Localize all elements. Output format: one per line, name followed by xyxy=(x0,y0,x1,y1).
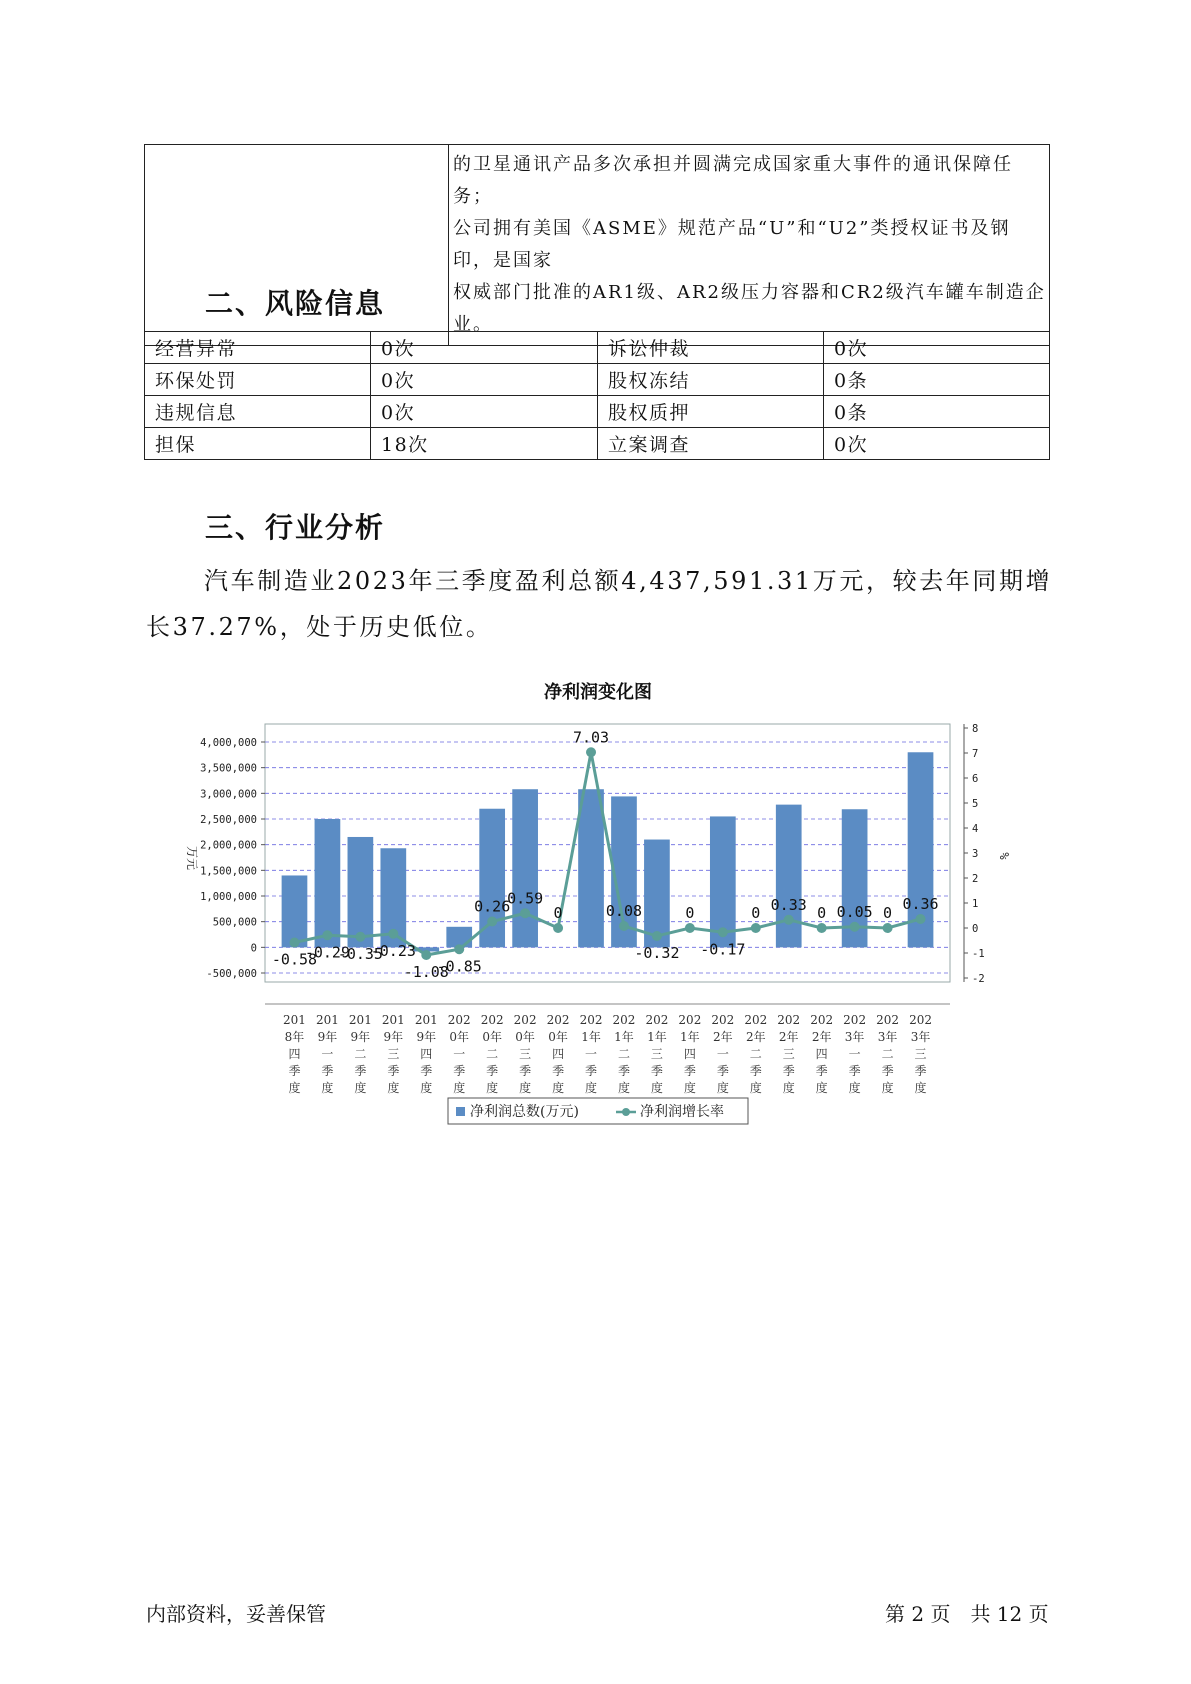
risk-value: 0条 xyxy=(824,396,1050,428)
y2-tick-label: -2 xyxy=(972,973,985,985)
risk-value: 0条 xyxy=(824,364,1050,396)
risk-label: 担保 xyxy=(145,428,371,460)
x-tick-label: 度 xyxy=(519,1081,532,1095)
risk-label: 诉讼仲裁 xyxy=(598,332,824,364)
x-tick-label: 度 xyxy=(815,1081,828,1095)
y-tick-label: 1,500,000 xyxy=(200,865,257,878)
x-tick-label: 201 xyxy=(381,1013,405,1027)
growth-point xyxy=(322,930,332,940)
x-tick-label: 季 xyxy=(881,1064,894,1078)
risk-value: 0次 xyxy=(824,428,1050,460)
x-tick-label: 3年 xyxy=(877,1030,898,1044)
intro-line-3: 权威部门批准的AR1级、AR2级压力容器和CR2级汽车罐车制造企业。 xyxy=(453,282,1046,335)
x-tick-label: 季 xyxy=(321,1064,334,1078)
growth-data-label: 7.03 xyxy=(572,728,610,747)
y-tick-label: 3,000,000 xyxy=(200,788,257,801)
risk-label: 股权质押 xyxy=(598,396,824,428)
risk-value: 18次 xyxy=(371,428,598,460)
x-tick-label: 季 xyxy=(716,1064,729,1078)
x-tick-label: 度 xyxy=(650,1081,663,1095)
x-tick-label: 季 xyxy=(683,1064,696,1078)
growth-point xyxy=(883,923,893,933)
x-tick-label: 202 xyxy=(513,1013,537,1027)
x-tick-label: 201 xyxy=(414,1013,438,1027)
x-tick-label: 季 xyxy=(782,1064,795,1078)
growth-point xyxy=(817,923,827,933)
footer-page-number: 第 2 页 共 12 页 xyxy=(885,1602,1049,1626)
growth-data-label: -0.85 xyxy=(436,957,482,976)
x-tick-label: 度 xyxy=(486,1081,499,1095)
growth-data-label: -0.32 xyxy=(634,944,680,962)
bar xyxy=(282,875,308,947)
x-tick-label: 度 xyxy=(782,1081,795,1095)
growth-point xyxy=(553,923,563,933)
x-tick-label: 四 xyxy=(552,1047,565,1061)
x-tick-label: 202 xyxy=(480,1013,504,1027)
x-tick-label: 202 xyxy=(546,1013,570,1027)
y2-tick-label: 2 xyxy=(972,873,979,885)
growth-point xyxy=(355,932,365,942)
x-tick-label: 202 xyxy=(645,1013,669,1027)
x-tick-label: 度 xyxy=(881,1081,894,1095)
x-tick-label: 9年 xyxy=(383,1030,404,1044)
growth-point xyxy=(388,929,398,939)
legend-bar-label: 净利润总数(万元) xyxy=(470,1104,579,1120)
y2-tick-label: 4 xyxy=(972,823,979,835)
growth-point xyxy=(289,938,299,948)
risk-label: 股权冻结 xyxy=(598,364,824,396)
x-tick-label: 度 xyxy=(552,1081,565,1095)
net-profit-chart xyxy=(0,660,1191,1140)
x-tick-label: 三 xyxy=(519,1047,532,1061)
growth-point xyxy=(652,931,662,941)
growth-point xyxy=(850,922,860,932)
growth-data-label: -0.17 xyxy=(700,940,746,959)
section-3-heading: 三、行业分析 xyxy=(205,511,386,544)
x-tick-label: 季 xyxy=(749,1064,762,1078)
analysis-line-1: 汽车制造业2023年三季度盈利总额4,437,591.31万元，较去年同期增 xyxy=(204,567,1053,595)
x-tick-label: 季 xyxy=(848,1064,861,1078)
growth-data-label: 0.05 xyxy=(836,902,873,921)
x-tick-label: 季 xyxy=(552,1064,565,1078)
x-tick-label: 2年 xyxy=(778,1030,799,1044)
x-tick-label: 1年 xyxy=(680,1030,700,1044)
y-tick-label: 0 xyxy=(250,942,257,955)
analysis-line-2: 长37.27%，处于历史低位。 xyxy=(146,613,493,641)
y2-tick-label: 1 xyxy=(972,898,979,910)
x-tick-label: 度 xyxy=(749,1081,762,1095)
y-tick-label: 2,000,000 xyxy=(200,839,257,852)
risk-table xyxy=(144,331,1050,460)
x-tick-label: 202 xyxy=(579,1013,603,1027)
x-tick-label: 一 xyxy=(453,1047,466,1061)
y-tick-label: 2,500,000 xyxy=(200,814,257,826)
x-tick-label: 202 xyxy=(678,1013,702,1027)
x-tick-label: 0年 xyxy=(482,1030,502,1044)
intro-text-cell xyxy=(449,145,1050,346)
growth-data-label: 0 xyxy=(817,904,827,922)
bar xyxy=(315,819,341,947)
x-tick-label: 一 xyxy=(321,1047,334,1061)
chart-title: 净利润变化图 xyxy=(544,682,652,703)
x-tick-label: 1年 xyxy=(581,1030,601,1044)
growth-point xyxy=(718,927,728,937)
y2-tick-label: 6 xyxy=(972,773,979,785)
x-tick-label: 度 xyxy=(288,1081,301,1095)
growth-data-label: -0.23 xyxy=(370,941,416,960)
x-tick-label: 0年 xyxy=(515,1030,535,1044)
y-tick-label: 500,000 xyxy=(212,916,257,929)
x-tick-label: 9年 xyxy=(350,1030,371,1044)
growth-data-label: 0.08 xyxy=(605,902,643,920)
x-tick-label: 三 xyxy=(914,1047,927,1061)
x-tick-label: 0年 xyxy=(548,1030,568,1044)
x-tick-label: 二 xyxy=(749,1047,762,1061)
growth-data-label: 0.36 xyxy=(902,895,939,913)
x-tick-label: 3年 xyxy=(844,1030,865,1044)
x-tick-label: 9年 xyxy=(416,1030,437,1044)
x-tick-label: 三 xyxy=(650,1047,663,1061)
x-tick-label: 季 xyxy=(815,1064,828,1078)
x-tick-label: 202 xyxy=(843,1013,867,1027)
x-tick-label: 度 xyxy=(848,1081,861,1095)
x-tick-label: 季 xyxy=(914,1064,927,1078)
section-2-heading: 二、风险信息 xyxy=(205,287,386,320)
x-tick-label: 二 xyxy=(486,1047,499,1061)
growth-point xyxy=(751,923,761,933)
bar xyxy=(578,789,604,947)
growth-data-label: 0.33 xyxy=(770,895,807,914)
x-tick-label: 度 xyxy=(617,1081,630,1095)
risk-label: 立案调查 xyxy=(598,428,824,460)
risk-value: 0次 xyxy=(371,364,598,396)
x-tick-label: 201 xyxy=(315,1013,339,1027)
x-tick-label: 季 xyxy=(486,1064,499,1078)
growth-point xyxy=(454,944,464,954)
x-tick-label: 季 xyxy=(585,1064,598,1078)
x-tick-label: 2年 xyxy=(745,1030,766,1044)
bar xyxy=(776,805,802,948)
x-tick-label: 四 xyxy=(683,1047,696,1061)
growth-data-label: 0 xyxy=(751,904,761,922)
x-tick-label: 2年 xyxy=(713,1030,733,1044)
x-tick-label: 三 xyxy=(387,1047,400,1061)
risk-label: 经营异常 xyxy=(145,332,371,364)
y-tick-label: 4,000,000 xyxy=(200,737,257,749)
y-axis-label: 万元 xyxy=(185,845,199,871)
growth-data-label: 0 xyxy=(685,904,695,922)
x-tick-label: 四 xyxy=(420,1047,433,1061)
x-tick-label: 1年 xyxy=(647,1030,667,1044)
x-tick-label: 度 xyxy=(585,1081,598,1095)
table-row xyxy=(145,428,1050,460)
y2-tick-label: 7 xyxy=(972,748,979,760)
growth-point xyxy=(487,917,497,927)
growth-point xyxy=(784,915,794,925)
table-row xyxy=(145,364,1050,396)
growth-data-label: 0 xyxy=(553,904,563,922)
x-tick-label: 202 xyxy=(447,1013,471,1027)
growth-point xyxy=(586,747,596,757)
x-tick-label: 一 xyxy=(848,1047,861,1061)
risk-value: 0次 xyxy=(371,396,598,428)
x-tick-label: 四 xyxy=(288,1047,301,1061)
y2-tick-label: 0 xyxy=(972,923,979,935)
bar xyxy=(479,809,505,948)
growth-data-label: 0 xyxy=(883,904,893,922)
x-tick-label: 1年 xyxy=(614,1030,634,1044)
x-tick-label: 202 xyxy=(777,1013,801,1027)
x-tick-label: 季 xyxy=(519,1064,532,1078)
x-tick-label: 9年 xyxy=(317,1030,338,1044)
x-tick-label: 度 xyxy=(453,1081,466,1095)
x-tick-label: 三 xyxy=(782,1047,795,1061)
table-row xyxy=(145,332,1050,364)
growth-data-label: 0.59 xyxy=(507,889,544,908)
y2-tick-label: -1 xyxy=(972,948,985,960)
intro-line-1: 的卫星通讯产品多次承担并圆满完成国家重大事件的通讯保障任务； xyxy=(453,154,1013,207)
x-tick-label: 度 xyxy=(387,1081,400,1095)
y2-axis-label: % xyxy=(997,852,1011,860)
x-tick-label: 二 xyxy=(617,1047,630,1061)
x-tick-label: 二 xyxy=(354,1047,367,1061)
bar xyxy=(512,789,538,947)
table-row xyxy=(145,396,1050,428)
x-tick-label: 季 xyxy=(453,1064,466,1078)
growth-data-label: -0.35 xyxy=(337,944,383,963)
legend-line-label: 净利润增长率 xyxy=(640,1104,724,1120)
bar xyxy=(348,837,374,947)
x-tick-label: 202 xyxy=(909,1013,932,1027)
y-tick-label: -500,000 xyxy=(206,968,257,980)
x-tick-label: 8年 xyxy=(284,1030,305,1044)
y2-tick-label: 3 xyxy=(972,848,979,860)
x-tick-label: 一 xyxy=(716,1047,729,1061)
x-tick-label: 202 xyxy=(744,1013,768,1027)
x-tick-label: 二 xyxy=(881,1047,894,1061)
growth-data-label: 0.26 xyxy=(474,897,511,916)
x-tick-label: 3年 xyxy=(910,1030,931,1044)
x-tick-label: 四 xyxy=(815,1047,828,1061)
x-tick-label: 202 xyxy=(711,1013,735,1027)
x-tick-label: 一 xyxy=(585,1047,598,1061)
x-tick-label: 0年 xyxy=(449,1030,470,1044)
growth-point xyxy=(520,908,530,918)
y-tick-label: 1,000,000 xyxy=(200,891,257,903)
x-tick-label: 季 xyxy=(420,1064,433,1078)
x-tick-label: 季 xyxy=(354,1064,367,1078)
x-tick-label: 202 xyxy=(810,1013,834,1027)
intro-line-2: 公司拥有美国《ASME》规范产品“U”和“U2”类授权证书及钢印，是国家 xyxy=(453,218,1011,271)
growth-point xyxy=(619,921,629,931)
x-tick-label: 202 xyxy=(612,1013,636,1027)
x-tick-label: 201 xyxy=(283,1013,306,1027)
x-tick-label: 季 xyxy=(288,1064,301,1078)
legend-line-marker xyxy=(622,1108,630,1116)
x-tick-label: 度 xyxy=(683,1081,696,1095)
x-tick-label: 度 xyxy=(420,1081,433,1095)
x-tick-label: 202 xyxy=(876,1013,900,1027)
x-tick-label: 季 xyxy=(617,1064,630,1078)
risk-label: 环保处罚 xyxy=(145,364,371,396)
growth-point xyxy=(685,923,695,933)
x-tick-label: 2年 xyxy=(811,1030,832,1044)
risk-value: 0次 xyxy=(371,332,598,364)
y-tick-label: 3,500,000 xyxy=(200,762,257,775)
growth-data-label: -0.29 xyxy=(304,943,351,962)
legend-bar-swatch xyxy=(456,1107,465,1116)
y2-tick-label: 8 xyxy=(972,723,979,735)
growth-data-label: -1.08 xyxy=(403,963,449,981)
y2-tick-label: 5 xyxy=(972,798,979,810)
x-tick-label: 度 xyxy=(321,1081,334,1095)
x-tick-label: 度 xyxy=(354,1081,367,1095)
risk-value: 0次 xyxy=(824,332,1050,364)
growth-point xyxy=(916,914,926,924)
footer-left: 内部资料，妥善保管 xyxy=(146,1602,326,1626)
x-tick-label: 度 xyxy=(914,1081,927,1095)
risk-label: 违规信息 xyxy=(145,396,371,428)
x-tick-label: 201 xyxy=(348,1013,372,1027)
x-tick-label: 度 xyxy=(716,1081,729,1095)
x-tick-label: 季 xyxy=(387,1064,400,1078)
x-tick-label: 季 xyxy=(650,1064,663,1078)
growth-point xyxy=(421,950,431,960)
growth-data-label: -0.58 xyxy=(271,950,318,969)
